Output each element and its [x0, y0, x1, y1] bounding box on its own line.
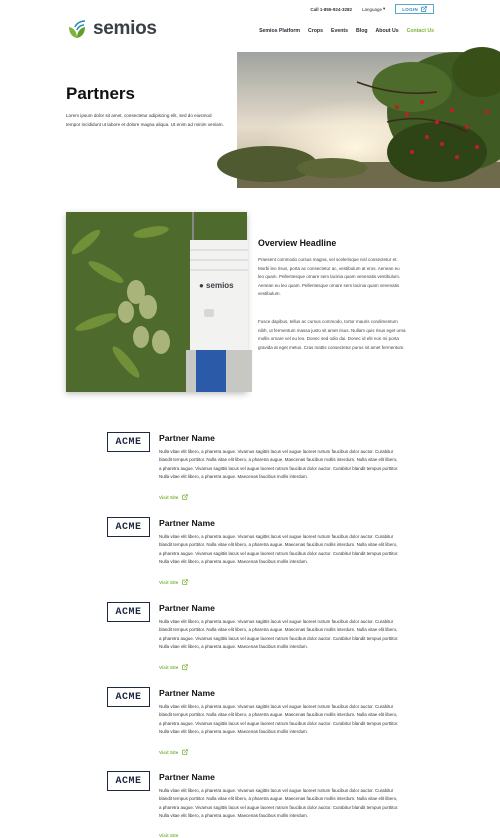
- visit-site-link[interactable]: [159, 579, 188, 585]
- chevron-down-icon: ▾: [382, 6, 386, 11]
- visit-site-label: Visit Site: [159, 579, 179, 585]
- visit-site-label: Visit Site: [159, 749, 179, 755]
- partner-name: Partner Name: [159, 518, 215, 528]
- partner-logo: ACME: [107, 517, 150, 537]
- device-brand-label: ● semios: [199, 281, 234, 290]
- nav-blog[interactable]: Blog: [356, 28, 368, 34]
- overview-paragraph-1: Praesent commodo cursus magna, vel scelerisque nisl consectetur et. Morbi leo risus, porta ac consectetur ac, vestibulum at eros. Aenean eu leo quam. Pellentesque ornare sem lacinia quam venenatis vestibulum. Aenean eu leo quam. Pellentesque ornare sem lacinia quam venenatis vestibulum.: [258, 257, 401, 296]
- page-title: Partners: [66, 84, 135, 103]
- partner-name: Partner Name: [159, 772, 215, 782]
- hero-orchard-image: [237, 52, 500, 188]
- partner-name: Partner Name: [159, 603, 215, 613]
- nav-contact-us[interactable]: Contact Us: [406, 28, 434, 34]
- overview-paragraph-2: Fusce dapibus, tellus ac cursus commodo, tortor mauris condimentum nibh, ut fermentum massa justo sit amet risus. Nullam quis risus eget urna mollis ornare vel eu leo. Donec sed odio dui. Donec id elit non mi porta gravida at eget metus. Cras mattis consectetur purus sit amet fermentum.: [258, 319, 406, 350]
- partner-description: Nulla vitae elit libero, a pharetra augue. Vivamus sagittis lacus vel augue laoreet rutrum faucibus dolor auctor. Curabitur blandit tempus porttitor. Nulla vitae elit libero, a pharetra augue. Maecenas faucibus mollis interdum. Nulla vitae elit libero, a pharetra augue. Vivamus sagittis lacus vel augue laoreet rutrum faucibus dolor auctor. Curabitur blandit tempus porttitor. Nulla vitae elit libero, a pharetra augue. Maecenas faucibus mollis interdum.: [159, 449, 399, 480]
- external-link-icon: [182, 494, 188, 500]
- brand-name: semios: [93, 18, 157, 39]
- partner-logo: ACME: [107, 687, 150, 707]
- language-label: Language: [361, 6, 382, 12]
- partner-logo: ACME: [107, 432, 150, 452]
- external-link-icon: [421, 6, 427, 12]
- partner-description: Nulla vitae elit libero, a pharetra augue. Vivamus sagittis lacus vel augue laoreet rutrum faucibus dolor auctor. Curabitur blandit tempus porttitor. Nulla vitae elit libero, a pharetra augue. Maecenas faucibus mollis interdum. Nulla vitae elit libero, a pharetra augue. Vivamus sagittis lacus vel augue laoreet rutrum faucibus dolor auctor. Curabitur blandit tempus porttitor. Nulla vitae elit libero, a pharetra augue. Maecenas faucibus mollis interdum.: [159, 534, 399, 565]
- partner-description: Nulla vitae elit libero, a pharetra augue. Vivamus sagittis lacus vel augue laoreet rutrum faucibus dolor auctor. Curabitur blandit tempus porttitor. Nulla vitae elit libero, a pharetra augue. Maecenas faucibus mollis interdum. Nulla vitae elit libero, a pharetra augue. Vivamus sagittis lacus vel augue laoreet rutrum faucibus dolor auctor. Curabitur blandit tempus porttitor. Nulla vitae elit libero, a pharetra augue. Maecenas faucibus mollis interdum.: [159, 788, 399, 819]
- external-link-icon: [182, 749, 188, 755]
- brand-logo[interactable]: [66, 18, 157, 40]
- partner-description: Nulla vitae elit libero, a pharetra augue. Vivamus sagittis lacus vel augue laoreet rutrum faucibus dolor auctor. Curabitur blandit tempus porttitor. Nulla vitae elit libero, a pharetra augue. Maecenas faucibus mollis interdum. Nulla vitae elit libero, a pharetra augue. Vivamus sagittis lacus vel augue laoreet rutrum faucibus dolor auctor. Curabitur blandit tempus porttitor. Nulla vitae elit libero, a pharetra augue. Maecenas faucibus mollis interdum.: [159, 704, 399, 735]
- login-label: LOGIN: [402, 6, 418, 12]
- visit-site-link[interactable]: [159, 664, 188, 670]
- partner-name: Partner Name: [159, 433, 215, 443]
- partner-logo: ACME: [107, 602, 150, 622]
- overview-device-image: [66, 212, 247, 392]
- visit-site-link[interactable]: [159, 833, 178, 838]
- main-nav: [259, 28, 434, 34]
- partner-card: [107, 771, 399, 838]
- partner-name: Partner Name: [159, 688, 215, 698]
- visit-site-label: Visit Site: [159, 494, 179, 500]
- partner-card: [107, 517, 397, 597]
- external-link-icon: [182, 664, 188, 670]
- nav-events[interactable]: Events: [331, 28, 349, 34]
- visit-site-label: Visit Site: [159, 833, 179, 838]
- partner-card: [107, 602, 397, 682]
- nav-semios-platform[interactable]: Semios Platform: [259, 28, 300, 34]
- partner-description: Nulla vitae elit libero, a pharetra augue. Vivamus sagittis lacus vel augue laoreet rutrum faucibus dolor auctor. Curabitur blandit tempus porttitor. Nulla vitae elit libero, a pharetra augue. Maecenas faucibus mollis interdum. Nulla vitae elit libero, a pharetra augue. Vivamus sagittis lacus vel augue laoreet rutrum faucibus dolor auctor. Curabitur blandit tempus porttitor. Nulla vitae elit libero, a pharetra augue. Maecenas faucibus mollis interdum.: [159, 619, 399, 650]
- partner-card: [107, 432, 397, 512]
- visit-site-link[interactable]: [159, 749, 188, 755]
- utility-bar: [310, 4, 434, 14]
- visit-site-label: Visit Site: [159, 664, 179, 670]
- external-link-icon: [182, 579, 188, 585]
- semios-leaf-icon: [66, 18, 88, 40]
- visit-site-link[interactable]: [159, 494, 188, 500]
- overview-headline: Overview Headline: [258, 238, 337, 248]
- phone-number[interactable]: Call 1-855-924-3282: [310, 6, 352, 12]
- hero-intro: Lorem ipsum dolor sit amet, consectetur adipiscing elit, sed do eiusmod tempor incididunt ut labore et dolore magna aliqua. Ut enim ad minim veniam.: [66, 113, 224, 127]
- language-selector[interactable]: [362, 6, 385, 12]
- partner-card: [107, 687, 397, 767]
- nav-crops[interactable]: Crops: [308, 28, 323, 34]
- nav-about-us[interactable]: About Us: [375, 28, 399, 34]
- login-button[interactable]: [395, 4, 434, 14]
- partner-logo: ACME: [107, 771, 150, 791]
